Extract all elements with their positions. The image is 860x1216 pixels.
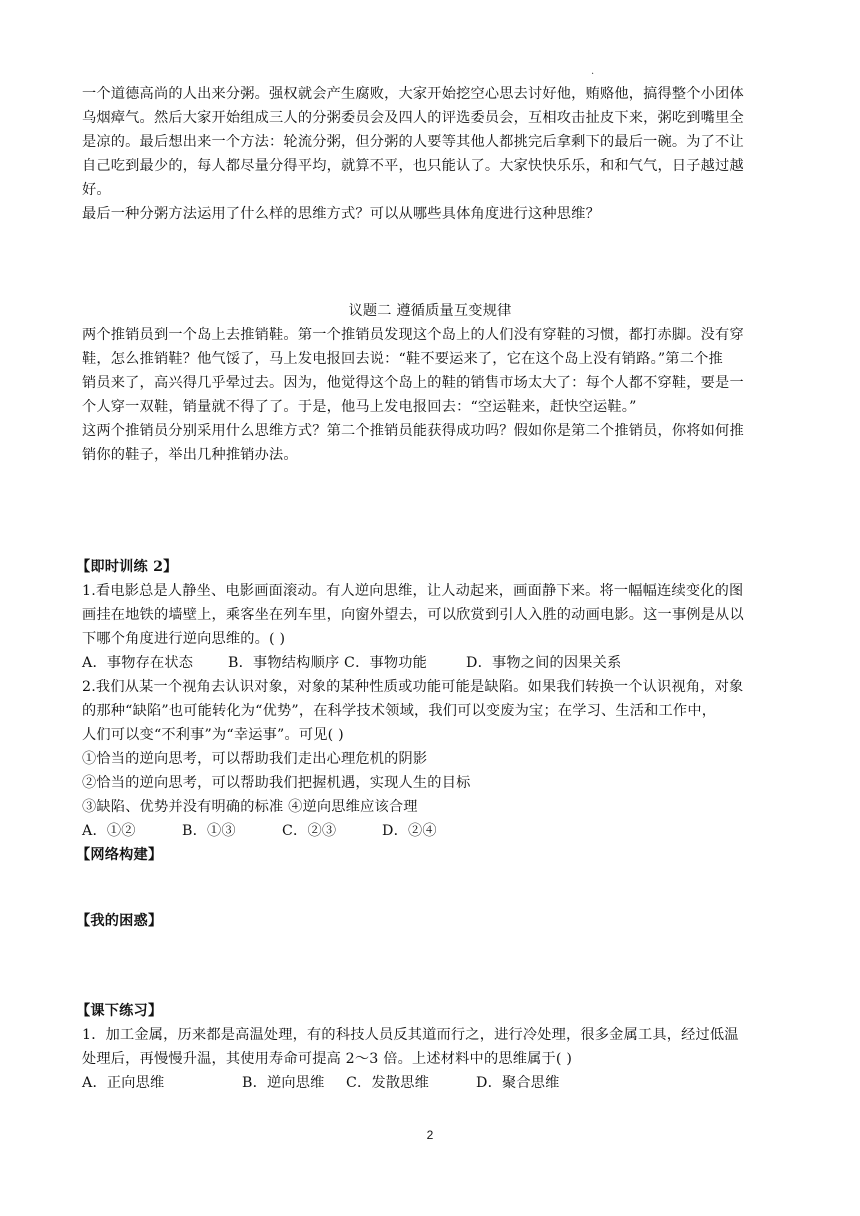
practice-q1-options <box>82 1071 782 1095</box>
option-d: D．②④ <box>382 823 437 839</box>
training2-q2-statement-3: ③缺陷、优势并没有明确的标准 ④逆向思维应该合理 <box>82 799 418 815</box>
option-b: B．逆向思维 <box>242 1075 325 1091</box>
training2-q1-options <box>82 651 782 675</box>
training2-q1-line-2: 画挂在地铁的墙壁上，乘客坐在列车里，向窗外望去，可以欣赏到引人入胜的动画电影。这一事例是从以 <box>82 607 744 623</box>
option-d: D．事物之间的因果关系 <box>466 655 622 671</box>
network-heading: 【网络构建】 <box>76 847 163 863</box>
option-c: C．发散思维 <box>346 1075 429 1091</box>
option-d: D．聚合思维 <box>476 1075 560 1091</box>
option-a: A．①② <box>82 823 136 839</box>
confusion-heading: 【我的困惑】 <box>76 913 163 929</box>
para1-line-1: 一个道德高尚的人出来分粥。强权就会产生腐败，大家开始挖空心思去讨好他，贿赂他，搞得整个小团体 <box>82 86 744 102</box>
para2-line-3: 销员来了，高兴得几乎晕过去。因为，他觉得这个岛上的鞋的销售市场太大了：每个人都不穿鞋，要是一 <box>82 375 744 391</box>
option-c: C．②③ <box>282 823 337 839</box>
training2-q2-statement-2: ②恰当的逆向思考，可以帮助我们把握机遇，实现人生的目标 <box>82 775 471 791</box>
training2-q1-line-3: 下哪个角度进行逆向思维的。( ) <box>82 631 286 647</box>
para1-line-4: 自己吃到最少的，每人都尽量分得平均，就算不平，也只能认了。大家快快乐乐，和和气气，日子越过越 <box>82 158 744 174</box>
training2-q2-line-2: 的那种“缺陷”也可能转化为“优势”，在科学技术领域，我们可以变废为宝；在学习、生活和工作中， <box>82 703 717 719</box>
training2-q2-statement-1: ①恰当的逆向思考，可以帮助我们走出心理危机的阴影 <box>82 751 428 767</box>
para1-line-5: 好。 <box>82 182 111 198</box>
practice-heading: 【课下练习】 <box>76 1003 163 1019</box>
para2-line-4: 个人穿一双鞋，销量就不得了了。于是，他马上发电报回去：“空运鞋来，赶快空运鞋。” <box>82 399 637 415</box>
practice-q1-line-2: 处理后，再慢慢升温，其使用寿命可提高 2～3 倍。上述材料中的思维属于( ) <box>82 1051 573 1067</box>
option-a: A．事物存在状态 <box>82 655 194 671</box>
practice-q1-line-1: 1．加工金属，历来都是高温处理，有的科技人员反其道而行之，进行冷处理，很多金属工具，经过低温 <box>82 1027 739 1043</box>
option-b-c: B．事物结构顺序 C．事物功能 <box>228 655 428 671</box>
training2-q2-line-3: 人们可以变“不利事”为“幸运事”。可见( ) <box>82 727 344 743</box>
para2-line-2: 鞋，怎么推销鞋？他气馁了，马上发电报回去说：“鞋不要运来了，它在这个岛上没有销路。”第二个推 <box>82 351 723 367</box>
option-a: A．正向思维 <box>82 1075 165 1091</box>
page-number: 2 <box>426 1128 434 1142</box>
training2-q2-line-1: 2.我们从某一个视角去认识对象，对象的某种性质或功能可能是缺陷。如果我们转换一个认识视角，对象 <box>82 679 744 695</box>
training2-q2-options <box>82 819 782 843</box>
para1-line-2: 乌烟瘴气。然后大家开始组成三人的分粥委员会及四人的评选委员会，互相攻击扯皮下来，粥吃到嘴里全 <box>82 110 744 126</box>
training2-q1-line-1: 1.看电影总是人静坐、电影画面滚动。有人逆向思维，让人动起来，画面静下来。将一幅幅连续变化的图 <box>82 583 744 599</box>
question2-line-2: 销你的鞋子，举出几种推销办法。 <box>82 447 298 463</box>
question-1: 最后一种分粥方法运用了什么样的思维方式？可以从哪些具体角度进行这种思维？ <box>82 206 600 222</box>
topic2-title: 议题二 遵循质量互变规律 <box>348 303 512 319</box>
header-dot: . <box>591 66 595 77</box>
para1-line-3: 是凉的。最后想出来一个方法：轮流分粥，但分粥的人要等其他人都挑完后拿剩下的最后一碗。为了不让 <box>82 134 744 150</box>
option-b: B．①③ <box>182 823 236 839</box>
para2-line-1: 两个推销员到一个岛上去推销鞋。第一个推销员发现这个岛上的人们没有穿鞋的习惯，都打赤脚。没有穿 <box>82 327 744 343</box>
question2-line-1: 这两个推销员分别采用什么思维方式？第二个推销员能获得成功吗？假如你是第二个推销员，你将如何推 <box>82 423 744 439</box>
training2-heading: 【即时训练 2】 <box>76 559 178 575</box>
